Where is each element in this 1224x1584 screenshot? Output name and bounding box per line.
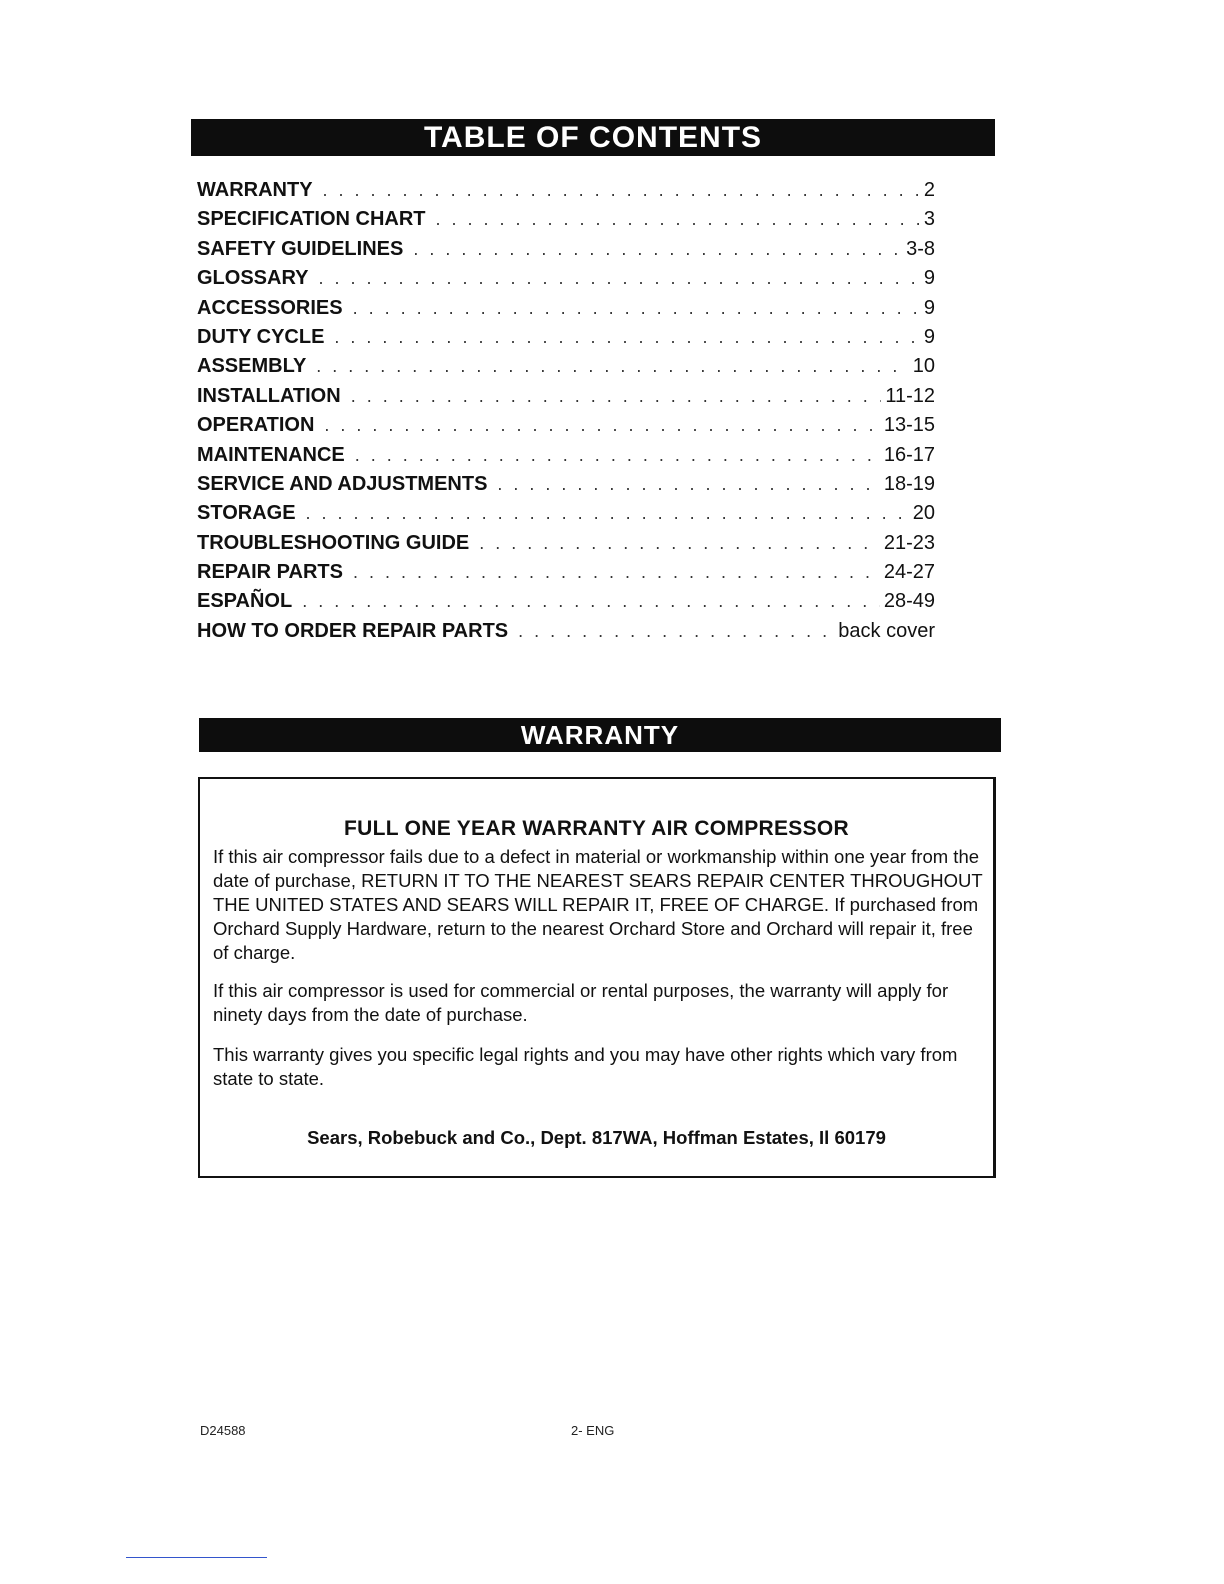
- toc-leader-dots: [436, 209, 920, 230]
- toc-entry[interactable]: [197, 297, 935, 326]
- toc-entry-title: MAINTENANCE: [197, 443, 345, 466]
- scan-underline-divider: [126, 1557, 267, 1558]
- toc-entry[interactable]: [197, 561, 935, 590]
- toc-leader-dots: [324, 415, 879, 436]
- toc-entry-title: SERVICE AND ADJUSTMENTS: [197, 472, 488, 495]
- warranty-paragraph: If this air compressor fails due to a defect in material or workmanship within one year from the date of purchase, RETURN IT TO THE NEAREST SEARS REPAIR CENTER THROUGHOUT THE UNITED STATES AND SEARS WILL REPAIR IT, FREE OF CHARGE. If purchased from Orchard Supply Hardware, return to the nearest Orchard Store and Orchard will repair it, free of charge.: [213, 846, 983, 963]
- table-of-contents-list: [197, 179, 935, 649]
- toc-leader-dots: [319, 268, 920, 289]
- warranty-heading: FULL ONE YEAR WARRANTY AIR COMPRESSOR: [343, 817, 850, 840]
- toc-leader-dots: [306, 503, 909, 524]
- toc-entry[interactable]: [197, 208, 935, 237]
- toc-entry[interactable]: [197, 326, 935, 355]
- toc-entry-page: 9: [923, 267, 935, 290]
- toc-entry-page: 2: [923, 179, 935, 201]
- toc-entry-page: 11-12: [885, 384, 935, 407]
- warranty-banner: WARRANTY: [199, 718, 1001, 752]
- toc-leader-dots: [302, 591, 880, 612]
- toc-entry-page: 13-15: [883, 414, 935, 437]
- toc-leader-dots: [351, 386, 882, 407]
- toc-entry[interactable]: [197, 267, 935, 296]
- toc-entry[interactable]: [197, 502, 935, 531]
- toc-entry[interactable]: [197, 355, 935, 384]
- warranty-box: [198, 777, 996, 1178]
- toc-entry-page: 18-19: [883, 472, 935, 495]
- toc-leader-dots: [479, 533, 880, 554]
- toc-entry[interactable]: [197, 620, 935, 649]
- toc-entry-title: TROUBLESHOOTING GUIDE: [197, 531, 470, 554]
- toc-entry-title: SAFETY GUIDELINES: [197, 237, 404, 260]
- toc-leader-dots: [353, 298, 920, 319]
- toc-leader-dots: [497, 474, 879, 495]
- warranty-address: Sears, Robebuck and Co., Dept. 817WA, Hoffman Estates, Il 60179: [307, 1127, 886, 1148]
- toc-entry-page: 9: [923, 325, 935, 348]
- page-number: 2- ENG: [571, 1423, 615, 1438]
- toc-entry-page: 24-27: [883, 561, 935, 584]
- toc-leader-dots: [518, 621, 834, 642]
- toc-entry-title: SPECIFICATION CHART: [197, 208, 426, 231]
- toc-leader-dots: [334, 327, 919, 348]
- toc-entry-title: DUTY CYCLE: [197, 325, 325, 348]
- table-of-contents-banner: TABLE OF CONTENTS: [191, 119, 995, 156]
- toc-entry-page: 10: [912, 355, 935, 378]
- toc-entry-title: INSTALLATION: [197, 384, 341, 407]
- toc-entry-title: REPAIR PARTS: [197, 561, 343, 584]
- toc-leader-dots: [353, 562, 880, 583]
- toc-entry-title: ASSEMBLY: [197, 355, 307, 378]
- toc-entry-title: ACCESSORIES: [197, 296, 343, 319]
- toc-entry-page: 3: [923, 208, 935, 231]
- toc-entry-page: 28-49: [883, 590, 935, 613]
- toc-entry[interactable]: [197, 444, 935, 473]
- toc-entry-page: 9: [923, 296, 935, 319]
- toc-leader-dots: [355, 445, 880, 466]
- toc-entry[interactable]: [197, 179, 935, 208]
- toc-entry-title: STORAGE: [197, 502, 296, 525]
- toc-entry-title: ESPAÑOL: [197, 590, 293, 613]
- toc-entry-title: GLOSSARY: [197, 267, 309, 290]
- toc-entry[interactable]: [197, 414, 935, 443]
- toc-entry[interactable]: [197, 385, 935, 414]
- warranty-paragraph: If this air compressor is used for commercial or rental purposes, the warranty will apply for ninety days from the date of purchase.: [213, 980, 949, 1025]
- warranty-paragraph: This warranty gives you specific legal rights and you may have other rights which vary from state to state.: [213, 1044, 958, 1089]
- toc-entry[interactable]: [197, 238, 935, 267]
- toc-entry-title: WARRANTY: [197, 179, 313, 201]
- toc-entry-page: 20: [912, 502, 935, 525]
- toc-entry[interactable]: [197, 590, 935, 619]
- toc-entry-title: HOW TO ORDER REPAIR PARTS: [197, 619, 509, 642]
- toc-leader-dots: [316, 356, 908, 377]
- toc-leader-dots: [323, 180, 920, 201]
- toc-entry-title: OPERATION: [197, 414, 315, 437]
- toc-entry[interactable]: [197, 532, 935, 561]
- toc-entry-page: 16-17: [883, 443, 935, 466]
- toc-entry[interactable]: [197, 473, 935, 502]
- toc-entry-page: 21-23: [883, 531, 935, 554]
- toc-leader-dots: [413, 239, 902, 260]
- toc-entry-page: 3-8: [906, 237, 935, 260]
- document-code: D24588: [200, 1423, 246, 1438]
- toc-entry-page: back cover: [838, 619, 935, 642]
